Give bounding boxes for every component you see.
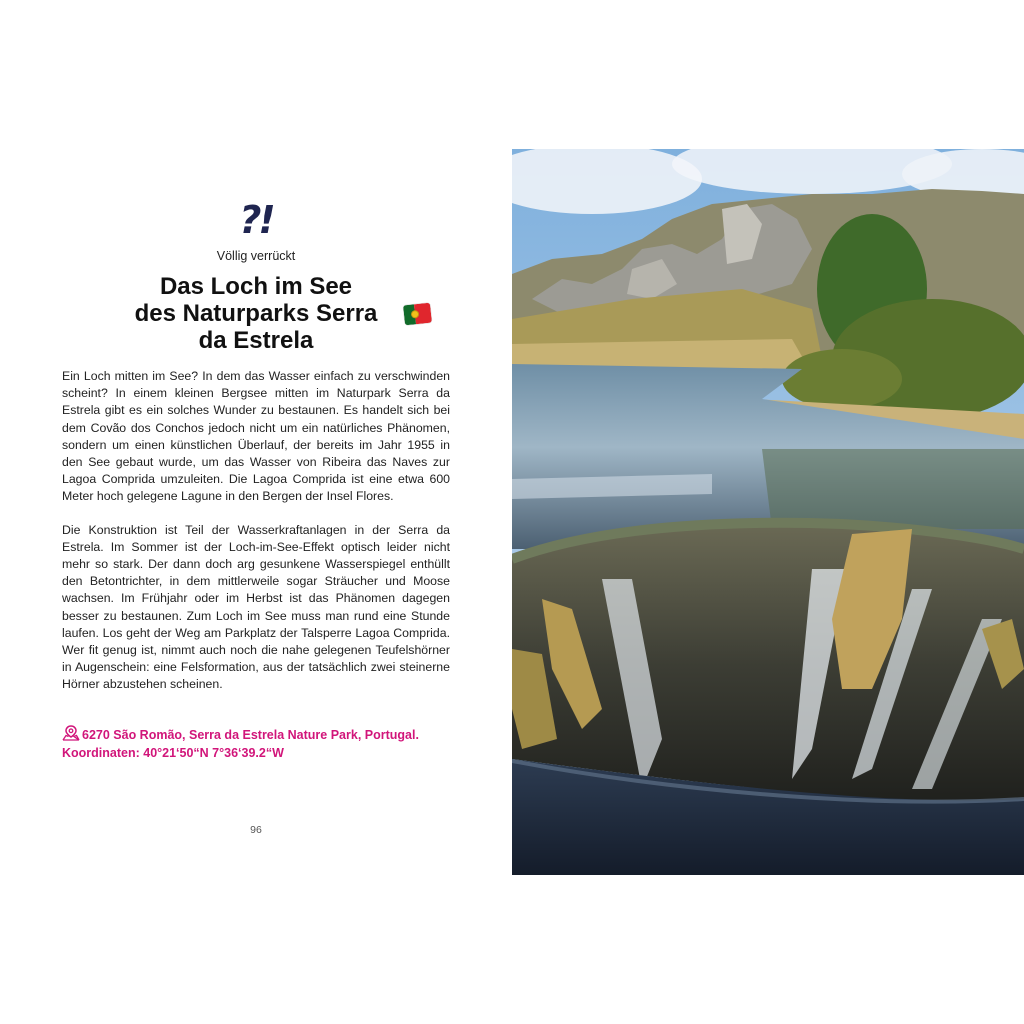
location-block [62, 725, 462, 762]
body-paragraph-1: Ein Loch mitten im See? In dem das Wasser einfach zu verschwinden scheint? In einem kleinen Bergsee mitten im Naturpark Serra da Estrela gibt es ein solches Wunder zu bestaunen. Es handelt sich bei dem Covão dos Conchos jedoch nicht um ein natürliches Phänomen, sondern um einen künstlichen Überlauf, der bereits im Jahr 1955 in den See gebaut wurde, um das Wasser von Ribeira das Naves zur Lagoa Comprida umzuleiten. Die Lagoa Comprida ist eine etwa 600 Meter hoch gelegene Lagune in den Bergen der Insel Flores. [62, 369, 450, 504]
question-exclamation-icon: ?! [239, 198, 273, 242]
title-line-2: des Naturparks Serra [134, 300, 378, 327]
body-paragraph-2: Die Konstruktion ist Teil der Wasserkraftanlagen in der Serra da Estrela. Im Sommer ist der Loch-im-See-Effekt optisch leider nicht mehr so stark. Der dann doch arg gesunkene Wasserspiegel enthüllt den Betontrichter, in dem mittlerweile sogar Sträucher und Moose wachsen. Im Frühjahr oder im Herbst ist das Phänomen dagegen besser zu bestaunen. Zum Loch im See muss man rund eine Stunde laufen. Los geht der Weg am Parkplatz der Talsperre Lagoa Comprida. Wer fit genug ist, nimmt auch noch die nahe gelegenen Teufelshörner in Augenschein: eine Felsformation, aus der tatsächlich zwei steinerne Hörner abzustehen scheinen. [62, 522, 450, 692]
title-line-3: da Estrela [198, 327, 314, 354]
category-label: Völlig verrückt [216, 249, 296, 263]
article-body [62, 368, 450, 694]
lake-spillway-photo [512, 149, 1024, 875]
page-title [80, 273, 432, 354]
location-address: 6270 São Romão, Serra da Estrela Nature Park, Portugal. [82, 728, 419, 742]
title-line-1: Das Loch im See [159, 273, 353, 300]
portugal-flag-icon [403, 303, 432, 326]
map-pin-icon [62, 725, 80, 741]
page-number: 96 [250, 824, 262, 836]
location-coordinates: Koordinaten: 40°21‘50“N 7°36‘39.2“W [62, 745, 284, 760]
